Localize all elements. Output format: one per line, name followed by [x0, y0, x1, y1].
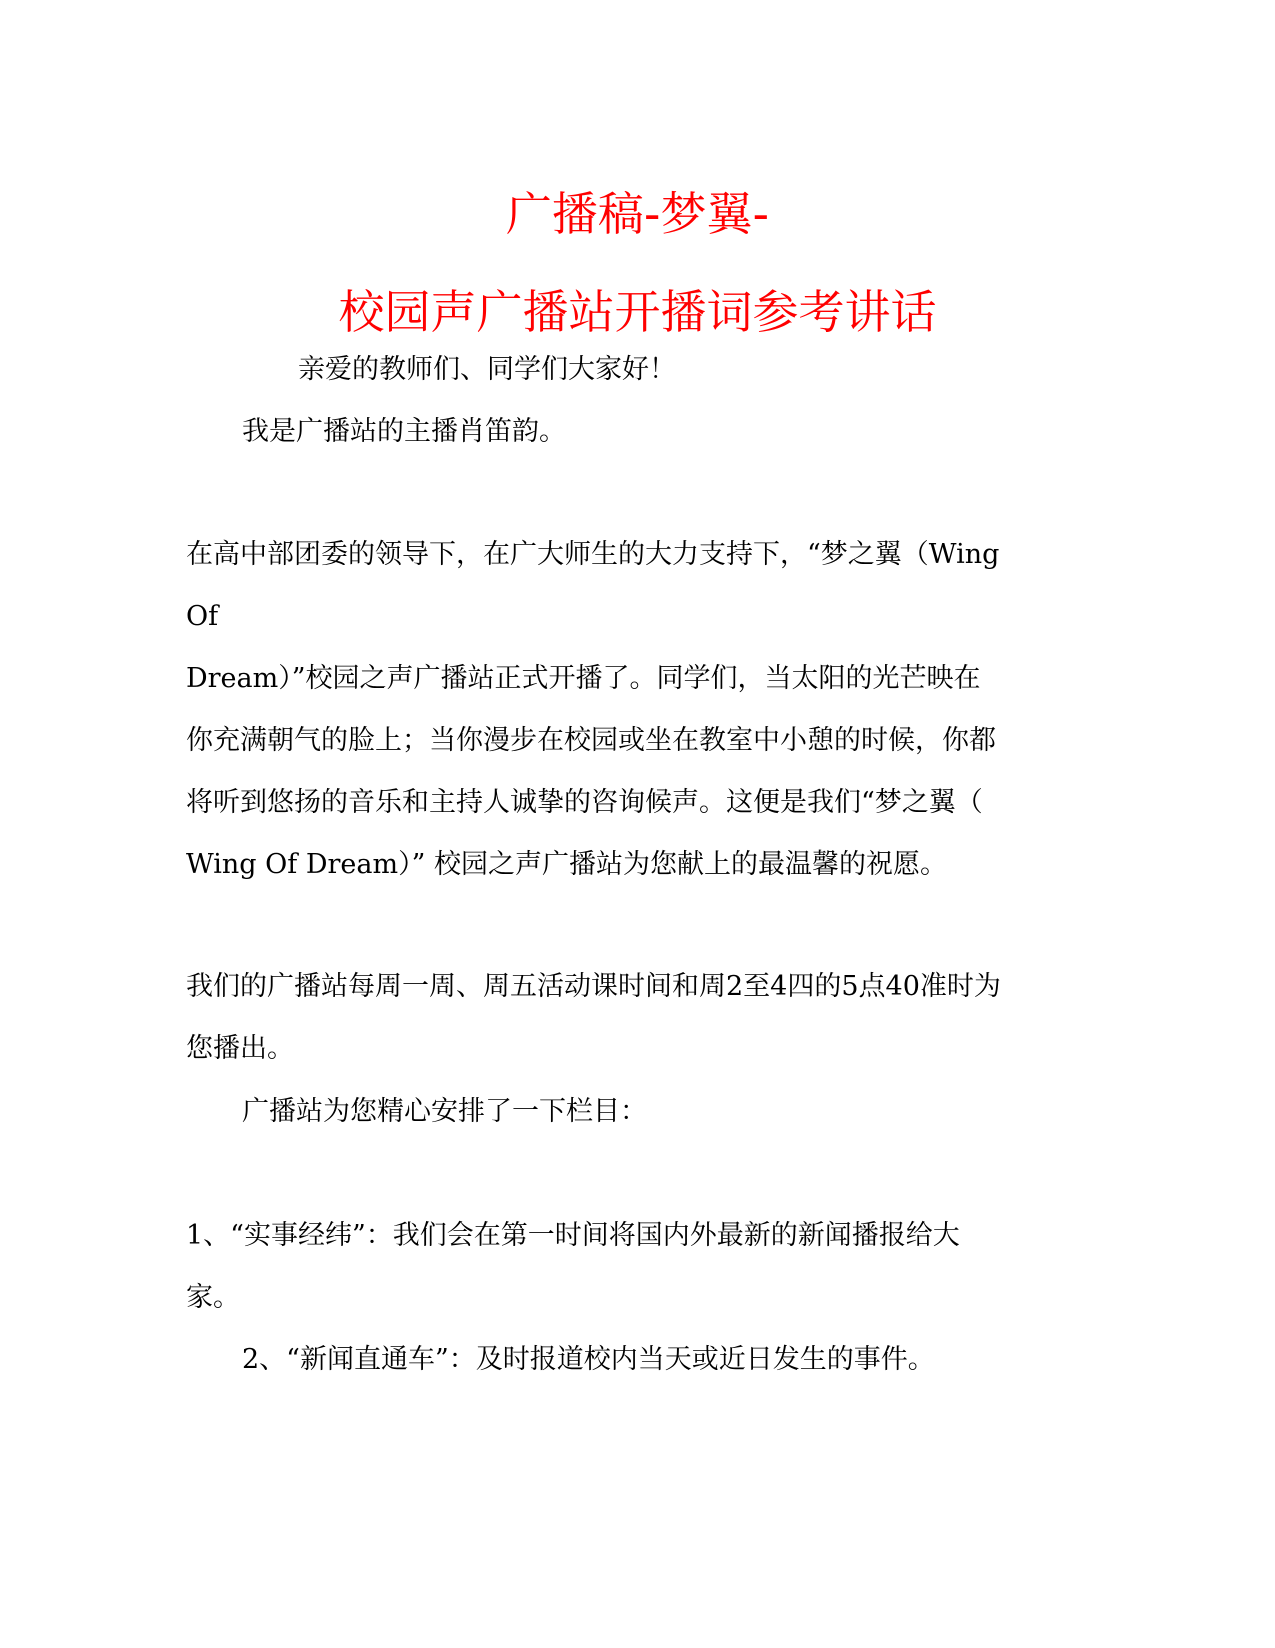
greeting-line: 亲爱的教师们、同学们大家好！: [298, 354, 676, 385]
schedule-line: 我们的广播站每周一周、周五活动课时间和周2至4四的5点40准时为: [186, 971, 1001, 1002]
body-line: 在高中部团委的领导下，在广大师生的大力支持下，“梦之翼（Wing: [186, 539, 1000, 570]
program-intro-line: 广播站为您精心安排了一下栏目：: [242, 1096, 647, 1127]
announcer-line: 我是广播站的主播肖笛韵。: [242, 416, 566, 447]
schedule-line: 您播出。: [186, 1033, 294, 1064]
body-line: 你充满朝气的脸上；当你漫步在校园或坐在教室中小憩的时候，你都: [186, 725, 996, 756]
body-line: Dream）”校园之声广播站正式开播了。同学们，当太阳的光芒映在: [186, 663, 981, 694]
body-line: Wing Of Dream）” 校园之声广播站为您献上的最温馨的祝愿。: [186, 849, 947, 880]
program-item-line: 家。: [186, 1282, 240, 1313]
program-item-line: 2、“新闻直通车”：及时报道校内当天或近日发生的事件。: [242, 1344, 935, 1375]
title-line-2: 校园声广播站开播词参考讲话: [338, 285, 937, 339]
body-line: 将听到悠扬的音乐和主持人诚挚的咨询候声。这便是我们“梦之翼（: [186, 787, 983, 818]
body-line: Of: [186, 601, 219, 632]
program-item-line: 1、“实事经纬”：我们会在第一时间将国内外最新的新闻播报给大: [186, 1220, 960, 1251]
title-line-1: 广播稿-梦翼-: [505, 187, 770, 241]
